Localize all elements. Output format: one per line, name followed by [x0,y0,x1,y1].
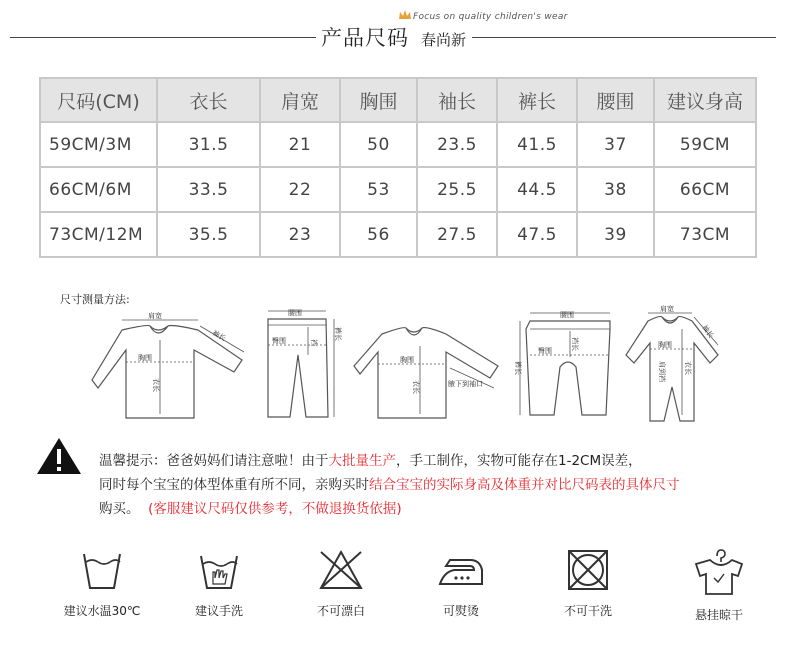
table-cell: 56 [340,212,417,257]
table-cell: 27.5 [417,212,497,257]
care-item [164,548,274,619]
table-header-row [40,78,756,122]
fig2-waist-label: 腰围 [288,309,302,317]
pants-diagram [262,305,342,429]
page-title: 产品尺码 [321,26,409,50]
column-header: 胸围 [340,78,417,122]
shirt-diagram [92,310,252,424]
fig2-length-label: 裤长 [334,327,342,341]
care-label: 建议手洗 [194,604,243,618]
size-table [39,77,757,258]
warning-text: 温馨提示：爸爸妈妈们请注意啦！由于大批量生产，手工制作，实物可能存在1-2CM误差， 同时每个宝宝的体型体重有所不同，亲购买时结合宝宝的实际身高及体重并对比尺码表的具体尺寸 购买。 (客服建议尺码仅供参考，不做退换货依据) [99,453,680,517]
fig4-waist-label: 腰围 [560,311,574,319]
table-cell: 23.5 [417,122,497,167]
table-cell: 66CM/6M [40,167,157,212]
fig5-sleeve-label: 袖长 [700,323,715,340]
hang-dry-icon [692,548,746,596]
wash-30-icon [80,548,124,592]
fig5-chest-label: 胸围 [658,341,672,349]
care-label: 不可漂白 [316,604,365,618]
warning-highlight: 结合宝宝的实际身高及体重并对比尺码表的具体尺寸 [369,477,680,493]
table-cell: 53 [340,167,417,212]
table-cell: 59CM [654,122,756,167]
column-header: 衣长 [157,78,260,122]
romper-diagram [622,305,722,434]
fig5-length-label: 衣长 [684,361,692,375]
care-label: 可熨烫 [442,604,479,618]
fig2-crotch-label: 裆 [310,339,318,346]
iron-icon [434,548,488,592]
fig1-chest-label: 胸围 [138,354,152,362]
no-dry-clean-icon [566,548,610,592]
table-cell: 66CM [654,167,756,212]
care-label: 不可干洗 [563,604,612,618]
column-header: 建议身高 [654,78,756,122]
table-cell: 31.5 [157,122,260,167]
warning-icon [36,436,82,480]
fig1-shoulder-label: 肩宽 [148,312,162,320]
table-cell: 73CM/12M [40,212,157,257]
fig3-length-label: 衣长 [412,380,420,394]
table-row [40,122,756,167]
table-cell: 38 [577,167,654,212]
measure-title: 尺寸测量方法: [60,293,130,306]
table-row [40,212,756,257]
column-header: 腰围 [577,78,654,122]
fig4-crotch-label: 裆长 [571,337,579,351]
care-label: 悬挂晾干 [694,608,743,622]
fig1-length-label: 衣长 [152,378,160,392]
table-cell: 47.5 [497,212,577,257]
table-cell: 39 [577,212,654,257]
fig5-shoulder-label: 肩宽 [660,305,674,313]
table-cell: 21 [260,122,340,167]
fig5-crotch-label: 肩到裆 [658,361,666,382]
fig1-sleeve-label: 袖长 [211,328,228,343]
table-cell: 23 [260,212,340,257]
care-item [406,548,516,619]
header-slogan: Focus on quality children's wear [413,12,568,22]
table-cell: 37 [577,122,654,167]
warning-highlight: 大批量生产 [328,453,396,469]
column-header: 裤长 [497,78,577,122]
table-cell: 41.5 [497,122,577,167]
fig3-sleeve-label: 腋下到袖口 [448,380,483,388]
brand-name: 春尚新 [421,31,467,49]
warning-disclaimer: (客服建议尺码仅供参考，不做退换货依据) [148,501,402,517]
fig4-length-label: 裤长 [514,361,522,375]
raglan-shirt-diagram [354,318,504,427]
care-label: 建议水温30℃ [63,604,141,618]
column-header: 尺码(CM) [40,78,157,122]
header-rule-right [472,37,776,38]
table-cell: 59CM/3M [40,122,157,167]
table-cell: 73CM [654,212,756,257]
table-cell: 33.5 [157,167,260,212]
table-row [40,167,756,212]
fig3-chest-label: 胸围 [400,356,414,364]
table-cell: 35.5 [157,212,260,257]
fig4-hip-label: 臀围 [538,347,552,355]
table-cell: 50 [340,122,417,167]
wide-pants-diagram [510,305,616,429]
column-header: 袖长 [417,78,497,122]
header-rule-left [10,37,316,38]
fig2-hip-label: 臀围 [272,337,286,345]
care-item [47,548,157,619]
no-bleach-icon [317,548,365,592]
hand-wash-icon [197,548,241,592]
table-cell: 44.5 [497,167,577,212]
table-cell: 22 [260,167,340,212]
care-item [286,548,396,619]
column-header: 肩宽 [260,78,340,122]
care-item [533,548,643,619]
table-cell: 25.5 [417,167,497,212]
care-item [664,548,774,623]
